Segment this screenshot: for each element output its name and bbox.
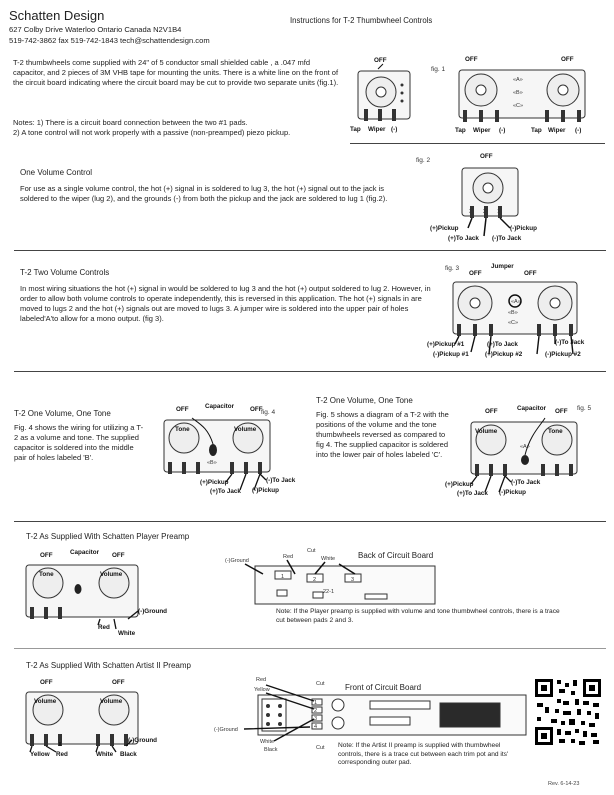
fig1a-minus: (-) (391, 126, 398, 133)
fig1a-wiper: Wiper (368, 126, 386, 133)
svg-text:Red: Red (256, 677, 267, 683)
svg-text:OFF: OFF (465, 56, 478, 63)
svg-text:«A»: «A» (513, 77, 523, 83)
svg-text:3: 3 (169, 465, 173, 471)
fig3-diagram (425, 258, 610, 366)
rule-5 (14, 648, 606, 649)
svg-text:Cut: Cut (316, 681, 325, 687)
revision-label: Rev. 6-14-23 (548, 781, 580, 787)
svg-text:(-)Pickup: (-)Pickup (499, 489, 526, 496)
svg-text:Tone: Tone (175, 426, 190, 433)
svg-text:Red: Red (98, 624, 110, 631)
svg-text:OFF: OFF (176, 406, 189, 413)
svg-text:OFF: OFF (40, 679, 53, 686)
company-name: Schatten Design (9, 8, 105, 23)
svg-text:White: White (118, 630, 136, 637)
svg-text:22-1: 22-1 (323, 589, 335, 595)
svg-text:Volume: Volume (34, 698, 57, 705)
svg-text:OFF: OFF (485, 408, 498, 415)
fig4-diagram (160, 398, 300, 498)
svg-text:(+)To Jack: (+)To Jack (487, 341, 518, 348)
svg-text:White: White (260, 739, 275, 745)
player-board-title: Back of Circuit Board (358, 551, 434, 560)
one-volume-heading: One Volume Control (20, 168, 93, 177)
artist-note: Note: If the Artist II preamp is supplied with thumbwheel controls, there is a trace cut between each trim pot and its' corresponding outer pad. (338, 742, 509, 767)
fig1-single-unit (350, 55, 420, 137)
artist-board-title: Front of Circuit Board (345, 683, 422, 692)
svg-text:«B»: «B» (508, 310, 518, 316)
svg-text:(-)Ground: (-)Ground (128, 737, 158, 744)
svg-text:«A»: «A» (520, 444, 530, 450)
svg-text:3: 3 (314, 716, 318, 722)
svg-text:1: 1 (197, 465, 201, 471)
svg-text:(-)Pickup #1: (-)Pickup #1 (433, 351, 469, 358)
svg-text:OFF: OFF (555, 408, 568, 415)
svg-text:White: White (321, 556, 336, 562)
svg-text:OFF: OFF (112, 552, 125, 559)
fig1-label: fig. 1 (431, 66, 446, 73)
svg-text:Wiper: Wiper (548, 127, 566, 134)
svg-text:«C»: «C» (513, 103, 524, 109)
svg-text:Tone: Tone (548, 428, 563, 435)
svg-text:Black: Black (120, 751, 137, 758)
svg-text:Red: Red (283, 554, 294, 560)
svg-text:(-)To Jack: (-)To Jack (511, 479, 541, 486)
svg-text:(-)Ground: (-)Ground (138, 608, 168, 615)
svg-text:Volume: Volume (234, 426, 257, 433)
one-volume-text: For use as a single volume control, the hot (+) signal in is soldered to lug 3, the hot (+) signal out to the jack is soldered to the wiper (lug 2), and the grounds (-) from both the pickup and the jack are soldered to lug 1 (fig.2). (20, 184, 388, 203)
svg-text:(-)Pickup: (-)Pickup (252, 487, 279, 494)
rule-2 (14, 250, 606, 251)
svg-text:Capacitor: Capacitor (205, 403, 235, 410)
svg-text:2: 2 (483, 209, 487, 215)
qr-code-icon (533, 677, 603, 747)
svg-text:White: White (96, 751, 114, 758)
svg-text:«B»: «B» (207, 460, 217, 466)
svg-text:OFF: OFF (250, 406, 263, 413)
svg-text:Capacitor: Capacitor (70, 549, 100, 556)
svg-text:OFF: OFF (40, 552, 53, 559)
svg-text:(+)Pickup #1: (+)Pickup #1 (427, 341, 465, 348)
svg-text:(-)Pickup #2: (-)Pickup #2 (545, 351, 581, 358)
vol-tone-rev-heading: T-2 One Volume, One Tone (316, 396, 413, 405)
svg-text:2: 2 (183, 465, 187, 471)
rule-1 (350, 143, 605, 144)
intro-note-2: 2) A tone control will not work properly with a passive (non-preamped) piezo pickup. (13, 128, 291, 137)
svg-text:Yellow: Yellow (254, 687, 270, 693)
svg-text:Tone: Tone (39, 571, 54, 578)
svg-text:(+)Pickup: (+)Pickup (200, 479, 229, 486)
company-contact: 519-742-3862 fax 519-742-1843 tech@schattendesign.com (9, 36, 210, 45)
fig2-label: fig. 2 (416, 157, 431, 164)
vol-tone-rev-text: Fig. 5 shows a diagram of a T-2 with the positions of the volume and the tone thumbwheels reversed as compared to fig 4. The supplied capacitor is soldered into the lower pair of holes labeled 'C'. (316, 410, 449, 459)
player-thumbwheel-diagram (20, 545, 180, 637)
svg-text:(+)Pickup: (+)Pickup (430, 225, 459, 232)
fig1a-off: OFF (374, 57, 387, 64)
company-address: 627 Colby Drive Waterloo Ontario Canada N2V1B4 (9, 25, 182, 34)
fig5-label: fig. 5 (577, 405, 592, 412)
svg-text:Capacitor: Capacitor (517, 405, 547, 412)
svg-text:2: 2 (45, 610, 49, 616)
doc-title: Instructions for T-2 Thumbwheel Controls (290, 16, 433, 25)
svg-text:Volume: Volume (100, 571, 123, 578)
svg-text:1: 1 (59, 610, 63, 616)
svg-text:(+)To Jack: (+)To Jack (457, 490, 488, 497)
svg-text:Tap: Tap (531, 127, 542, 134)
svg-text:(-)To Jack: (-)To Jack (266, 477, 296, 484)
rule-4 (14, 521, 606, 522)
svg-text:OFF: OFF (524, 270, 537, 277)
svg-text:(+)Pickup: (+)Pickup (445, 481, 474, 488)
svg-text:1: 1 (281, 574, 285, 580)
svg-text:Volume: Volume (100, 698, 123, 705)
svg-text:4: 4 (314, 724, 318, 730)
svg-text:OFF: OFF (561, 56, 574, 63)
svg-text:Volume: Volume (475, 428, 498, 435)
artist-heading: T-2 As Supplied With Schatten Artist II Preamp (26, 661, 191, 670)
svg-text:Cut: Cut (307, 548, 316, 554)
svg-text:1: 1 (314, 700, 318, 706)
svg-text:(+)Pickup #2: (+)Pickup #2 (485, 351, 523, 358)
svg-text:(-)Ground: (-)Ground (225, 558, 249, 564)
svg-text:OFF: OFF (480, 153, 493, 160)
svg-text:3: 3 (351, 577, 355, 583)
svg-text:(-): (-) (575, 127, 582, 134)
svg-text:Cut: Cut (316, 745, 325, 751)
fig4-label: fig. 4 (261, 409, 276, 416)
fig1-double-unit (455, 52, 590, 137)
svg-text:(-)To Jack: (-)To Jack (492, 235, 522, 242)
intro-paragraph: T-2 thumbwheels come supplied with 24" of 5 conductor small shielded cable , a .047 mfd capacitor, and 2 pieces of 3M VHB tape for mounting the units. There is a white line on the front of the circuit board indicating where the circuit board may be cut to provide two separate units (fig.1). (13, 58, 339, 87)
two-volume-text: In most wiring situations the hot (+) signal in would be soldered to lug 3 and the hot (+) output soldered to lug 2. However, in order to allow both volume controls to operate independently, this is reversed in this application. The hot (+) signals in are moved to lugs 2 and the hot (+) signals out are moved to lugs 3. A jumper wire is soldered into the upper pair of holes labeled'A'to allow for a mono output. (fig 3). (20, 284, 431, 323)
rule-3 (14, 371, 606, 372)
artist-thumbwheel-diagram (20, 672, 180, 764)
svg-text:«B»: «B» (513, 90, 523, 96)
svg-text:Tap: Tap (455, 127, 466, 134)
svg-text:3: 3 (31, 610, 35, 616)
fig3-label: fig. 3 (445, 265, 460, 272)
svg-text:Black: Black (264, 747, 278, 753)
two-volume-heading: T-2 Two Volume Controls (20, 268, 110, 277)
fig1a-tap: Tap (350, 126, 361, 133)
svg-text:(-): (-) (499, 127, 506, 134)
player-board-diagram (215, 546, 445, 608)
svg-text:«C»: «C» (508, 320, 519, 326)
svg-text:(-)Ground: (-)Ground (214, 727, 238, 733)
vol-tone-heading: T-2 One Volume, One Tone (14, 409, 111, 418)
svg-text:«A»: «A» (511, 299, 521, 305)
vol-tone-text: Fig. 4 shows the wiring for utilizing a T-2 as a volume and tone. The supplied capacitor is soldered into the middle pair of holes labeled 'B'. (14, 423, 144, 462)
svg-text:(-)Pickup: (-)Pickup (510, 225, 537, 232)
fig2-diagram (428, 150, 553, 242)
player-note: Note: If the Player preamp is supplied with volume and tone thumbwheel controls, there is a trace cut between pads 2 and 3. (276, 608, 560, 624)
svg-text:1: 1 (497, 209, 501, 215)
svg-text:3: 3 (469, 209, 473, 215)
svg-text:(+)To Jack: (+)To Jack (210, 488, 241, 495)
svg-text:Red: Red (56, 751, 68, 758)
player-heading: T-2 As Supplied With Schatten Player Preamp (26, 532, 190, 541)
svg-text:Yellow: Yellow (30, 751, 50, 758)
svg-text:Wiper: Wiper (473, 127, 491, 134)
svg-text:Jumper: Jumper (491, 263, 514, 270)
svg-text:(-)To Jack: (-)To Jack (555, 339, 585, 346)
svg-text:(+)To Jack: (+)To Jack (448, 235, 479, 242)
svg-text:OFF: OFF (112, 679, 125, 686)
intro-note-1: Notes: 1) There is a circuit board connection between the two #1 pads. (13, 118, 248, 127)
svg-text:2: 2 (313, 577, 317, 583)
svg-text:2: 2 (314, 708, 318, 714)
fig5-diagram (445, 400, 595, 500)
svg-text:OFF: OFF (469, 270, 482, 277)
